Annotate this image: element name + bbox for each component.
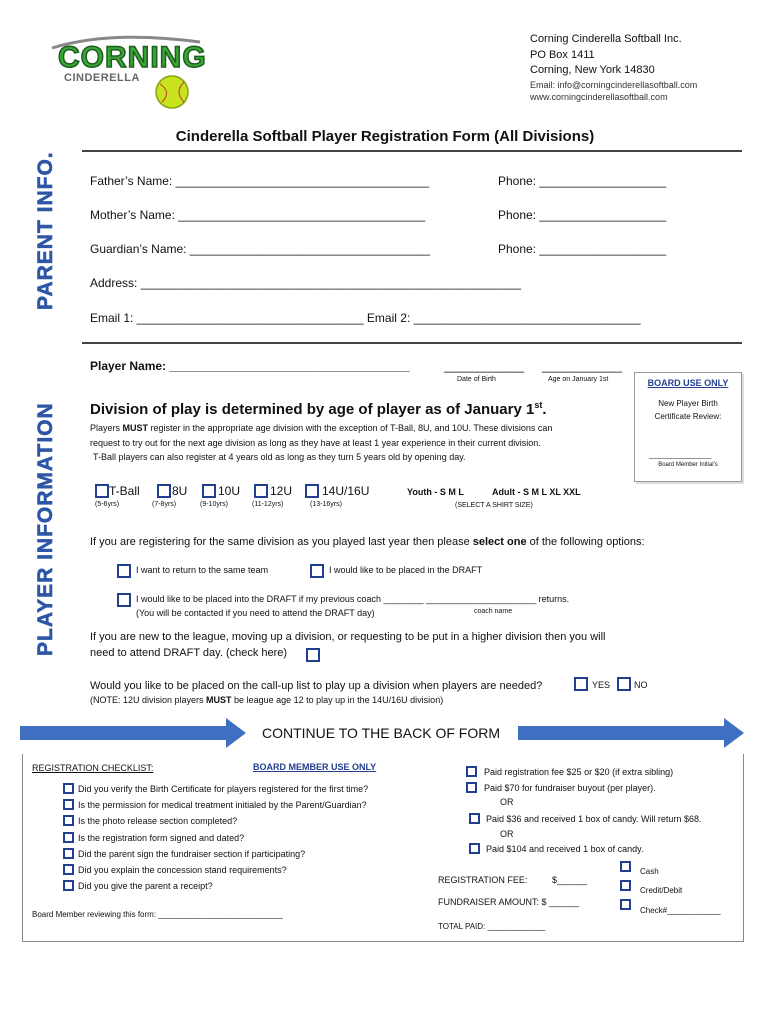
callup-note-must: MUST xyxy=(206,695,232,705)
rules-text-a: Players xyxy=(90,423,123,433)
division-checkbox-tball[interactable] xyxy=(95,484,109,498)
division-heading-sup: st xyxy=(534,400,543,410)
division-label-8u: 8U xyxy=(172,484,188,498)
board-initials-label: Board Member Initial’s xyxy=(658,462,718,468)
division-heading-text: Division of play is determined by age of player as of January 1 xyxy=(90,401,535,418)
return-same-team-checkbox[interactable] xyxy=(117,564,131,578)
org-website: www.corningcinderellasoftball.com xyxy=(530,92,668,102)
division-checkbox-12u[interactable] xyxy=(254,484,268,498)
logo-sub: CINDERELLA xyxy=(64,72,140,84)
rules-text-must: MUST xyxy=(122,423,149,433)
checklist-checkbox-6[interactable] xyxy=(63,864,74,875)
shirt-adult-sizes[interactable]: Adult - S M L XL XXL xyxy=(492,487,581,497)
dob-label: Date of Birth xyxy=(457,376,496,383)
fee-candy-36-label: Paid $36 and received 1 box of candy. Will return $68. xyxy=(486,814,702,824)
divider-top xyxy=(82,150,742,152)
mother-name-field[interactable]: Mother’s Name: _____________________________________ xyxy=(90,208,426,222)
dob-field[interactable]: ____________ xyxy=(444,359,525,373)
callup-yes-checkbox[interactable] xyxy=(574,677,588,691)
board-cert-line2: Certificate Review: xyxy=(654,412,722,421)
checklist-checkbox-7[interactable] xyxy=(63,880,74,891)
draft-if-coach-label: I would like to be placed into the DRAFT if my previous coach ________ ______________________ returns. xyxy=(136,594,570,604)
checklist-checkbox-1[interactable] xyxy=(63,783,74,794)
father-name-field[interactable]: Father’s Name: ______________________________________ xyxy=(90,174,430,188)
board-use-box xyxy=(634,372,742,482)
callup-no-checkbox[interactable] xyxy=(617,677,631,691)
payment-cash-label: Cash xyxy=(640,867,659,876)
player-name-field[interactable]: Player Name: ____________________________________ xyxy=(90,359,410,373)
board-member-use-only: BOARD MEMBER USE ONLY xyxy=(253,762,377,772)
checklist-checkbox-3[interactable] xyxy=(63,815,74,826)
address-field[interactable]: Address: _________________________________________________________ xyxy=(90,276,522,290)
arrow-right-icon xyxy=(518,718,744,748)
division-ages-10u: (9-10yrs) xyxy=(200,501,229,508)
rules-text-c: register in the appropriate age division with the exception of T-Ball, 8U, and 10U. These divisions can xyxy=(148,423,553,433)
fundraiser-amount-field[interactable]: FUNDRAISER AMOUNT: $ ______ xyxy=(438,897,580,907)
same-division-c: of the following options: xyxy=(526,536,645,548)
division-label-10u: 10U xyxy=(218,484,241,498)
logo xyxy=(50,28,220,113)
same-division-a: If you are registering for the same division as you played last year then please xyxy=(90,536,473,548)
payment-check-checkbox[interactable] xyxy=(620,899,631,910)
division-ages-14u16u: (13-16yrs) xyxy=(310,501,342,508)
draft-label: I would like to be placed in the DRAFT xyxy=(329,565,483,575)
callup-note xyxy=(90,695,443,706)
checklist-heading: REGISTRATION CHECKLIST: xyxy=(32,763,154,773)
fee-registration-checkbox[interactable] xyxy=(466,766,477,777)
age-label: Age on January 1st xyxy=(548,376,609,383)
fee-candy-104-label: Paid $104 and received 1 box of candy. xyxy=(486,844,644,854)
same-division-text xyxy=(90,535,645,549)
callup-note-c: be league age 12 to play up in the 14U/16U division) xyxy=(231,695,444,705)
division-rules-line2: request to try out for the next age division as long as they have at least 1 year experience in their current division. xyxy=(90,438,541,448)
parent-info-label: PARENT INFO. xyxy=(34,151,57,310)
draft-checkbox[interactable] xyxy=(310,564,324,578)
payment-cash-checkbox[interactable] xyxy=(620,861,631,872)
checklist-checkbox-4[interactable] xyxy=(63,832,74,843)
callup-no-label: NO xyxy=(634,680,648,690)
callup-note-a: (NOTE: 12U division players xyxy=(90,695,207,705)
division-rules-line1 xyxy=(90,423,552,434)
father-phone-field[interactable]: Phone: ___________________ xyxy=(498,174,667,188)
checklist-checkbox-2[interactable] xyxy=(63,799,74,810)
division-checkbox-8u[interactable] xyxy=(157,484,171,498)
board-reviewer-field[interactable]: Board Member reviewing this form: ____________________________ xyxy=(32,910,283,919)
guardian-phone-field[interactable]: Phone: ___________________ xyxy=(498,242,667,256)
guardian-name-field[interactable]: Guardian’s Name: ____________________________________ xyxy=(90,242,431,256)
checklist-item-6: Did you explain the concession stand requirements? xyxy=(78,865,287,875)
org-email: Email: info@corningcinderellasoftball.com xyxy=(530,80,698,90)
callup-yes-label: YES xyxy=(592,680,611,690)
division-checkbox-10u[interactable] xyxy=(202,484,216,498)
checklist-item-3: Is the photo release section completed? xyxy=(78,816,238,826)
payment-check-field[interactable]: Check#____________ xyxy=(640,906,721,915)
draft-day-checkbox[interactable] xyxy=(306,648,320,662)
logo-word: CORNING xyxy=(58,41,207,74)
new-league-text-1: If you are new to the league, moving up a division, or requesting to be put in a higher division then you will xyxy=(90,631,606,643)
board-initials-field[interactable]: ________________ xyxy=(649,452,712,459)
registration-fee-label: REGISTRATION FEE: xyxy=(438,875,528,885)
fee-buyout-checkbox[interactable] xyxy=(466,782,477,793)
division-heading-end: . xyxy=(542,401,547,418)
org-name: Corning Cinderella Softball Inc. xyxy=(530,33,682,45)
checklist-item-1: Did you verify the Birth Certificate for players registered for the first time? xyxy=(78,784,369,794)
fee-candy-104-checkbox[interactable] xyxy=(469,843,480,854)
fee-or-2: OR xyxy=(500,829,514,839)
board-use-title: BOARD USE ONLY xyxy=(647,378,729,388)
player-info-label: PLAYER INFORMATION xyxy=(34,402,57,656)
division-ages-12u: (11-12yrs) xyxy=(252,501,284,508)
email-fields[interactable]: Email 1: __________________________________ Email 2: __________________________________ xyxy=(90,311,641,325)
fee-registration-label: Paid registration fee $25 or $20 (if extra sibling) xyxy=(484,767,674,777)
division-label-12u: 12U xyxy=(270,484,293,498)
payment-credit-label: Credit/Debit xyxy=(640,886,683,895)
registration-fee-field[interactable]: $______ xyxy=(552,875,588,885)
division-label-14u16u: 14U/16U xyxy=(322,484,370,498)
coach-name-label: coach name xyxy=(474,608,513,615)
org-city: Corning, New York 14830 xyxy=(530,64,655,76)
payment-credit-checkbox[interactable] xyxy=(620,880,631,891)
shirt-youth-sizes[interactable]: Youth - S M L xyxy=(407,487,464,497)
draft-contact-note: (You will be contacted if you need to attend the DRAFT day) xyxy=(136,608,375,618)
mother-phone-field[interactable]: Phone: ___________________ xyxy=(498,208,667,222)
callup-question: Would you like to be placed on the call-up list to play up a division when players are needed? xyxy=(90,680,543,692)
checklist-item-4: Is the registration form signed and dated? xyxy=(78,833,245,843)
fee-candy-36-checkbox[interactable] xyxy=(469,813,480,824)
age-field[interactable]: ____________ xyxy=(542,359,623,373)
checklist-item-5: Did the parent sign the fundraiser section if participating? xyxy=(78,849,306,859)
division-rules-line3: T-Ball players can also register at 4 years old as long as they turn 5 years old by opening day. xyxy=(93,452,466,462)
checklist-item-7: Did you give the parent a receipt? xyxy=(78,881,213,891)
divider-mid xyxy=(82,342,742,344)
new-league-text-2: need to attend DRAFT day. (check here) xyxy=(90,647,288,659)
division-label-tball: T-Ball xyxy=(109,484,140,498)
return-same-team-label: I want to return to the same team xyxy=(136,565,269,575)
org-po-box: PO Box 1411 xyxy=(530,49,595,61)
division-checkbox-14u16u[interactable] xyxy=(305,484,319,498)
checklist-checkbox-5[interactable] xyxy=(63,848,74,859)
board-cert-line1: New Player Birth xyxy=(658,399,718,408)
draft-if-coach-checkbox[interactable] xyxy=(117,593,131,607)
total-paid-field[interactable]: TOTAL PAID: _____________ xyxy=(438,922,546,931)
division-heading xyxy=(90,396,547,419)
fee-buyout-label: Paid $70 for fundraiser buyout (per player). xyxy=(484,783,656,793)
fee-or-1: OR xyxy=(500,797,514,807)
division-ages-tball: (5-6yrs) xyxy=(95,501,120,508)
division-ages-8u: (7-8yrs) xyxy=(152,501,177,508)
page-title: Cinderella Softball Player Registration Form (All Divisions) xyxy=(175,128,595,145)
same-division-select-one: select one xyxy=(472,536,527,548)
continue-label: CONTINUE TO THE BACK OF FORM xyxy=(262,725,501,741)
shirt-size-note: (SELECT A SHIRT SIZE) xyxy=(455,502,533,509)
checklist-item-2: Is the permission for medical treatment initialed by the Parent/Guardian? xyxy=(78,800,367,810)
arrow-left-icon xyxy=(20,718,246,748)
